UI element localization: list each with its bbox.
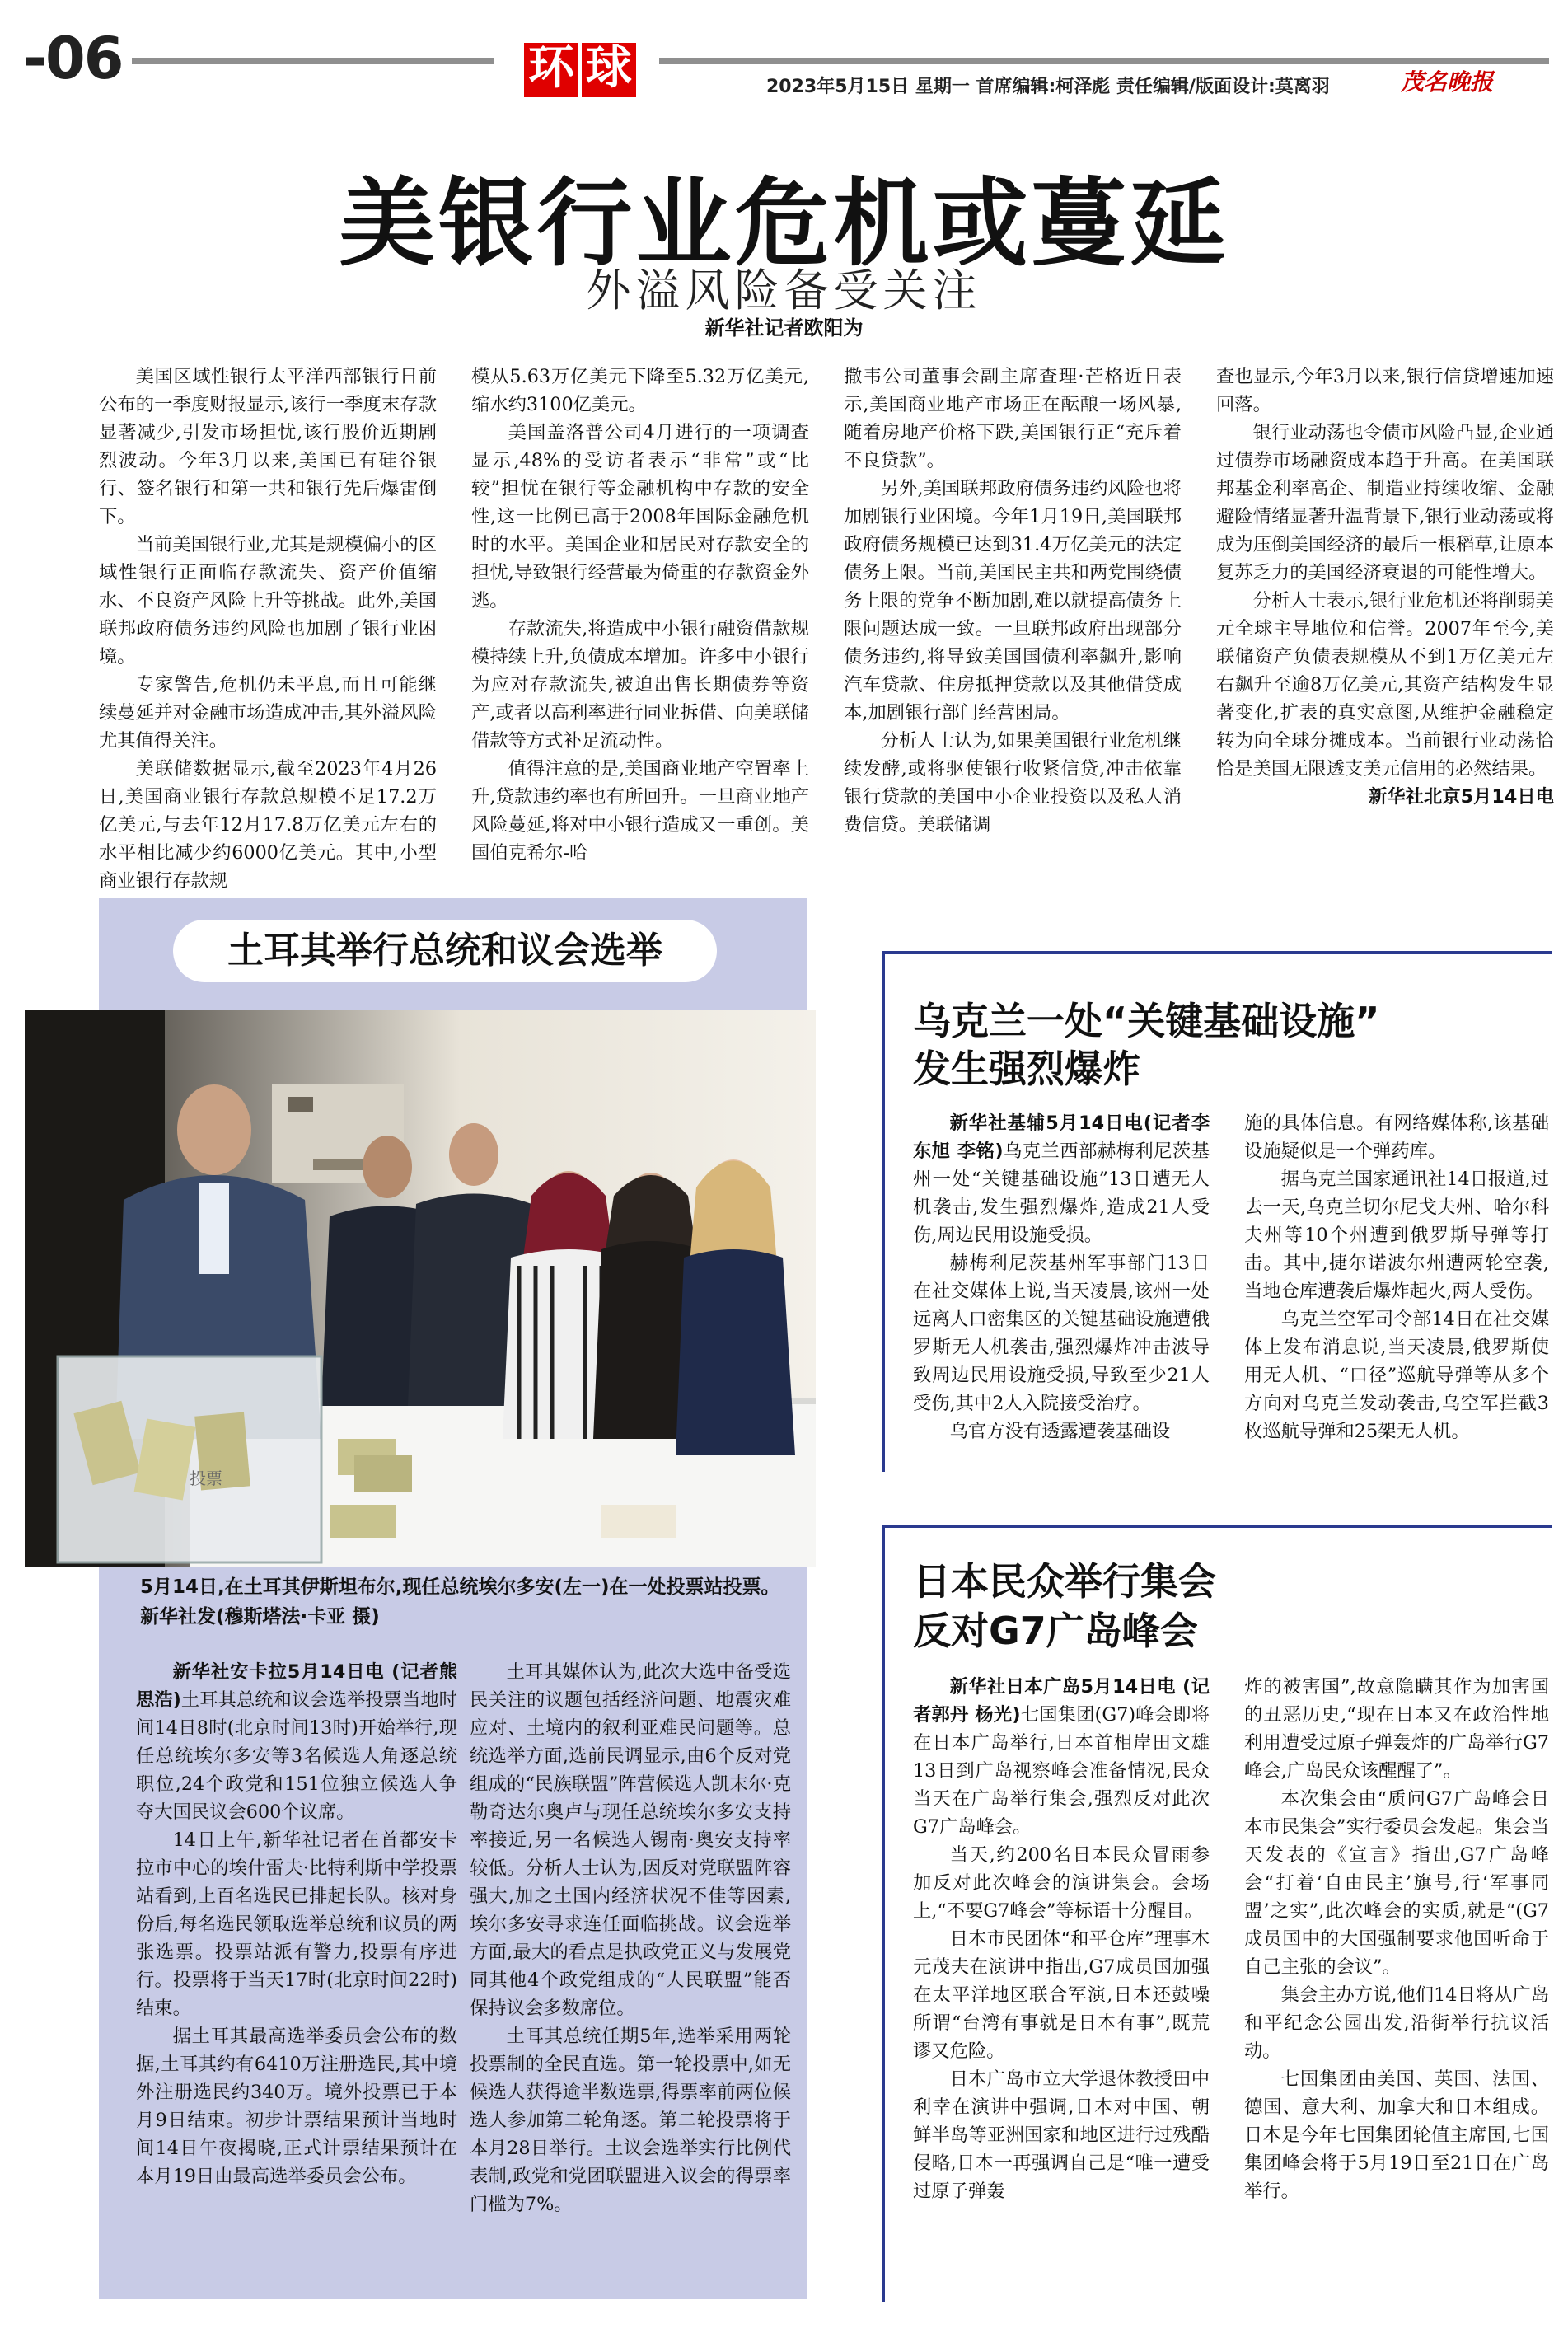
dateline-lead: 新华社基辅5月14日电(记者李东旭 李铭) — [913, 1112, 1210, 1162]
lead-column-1 — [99, 363, 437, 895]
election-photo — [25, 1010, 816, 1567]
paragraph: 当天,约200名日本民众冒雨参加反对此次峰会的演讲集会。会场上,“不要G7峰会”等标语十分醒目。 — [913, 1844, 1210, 1922]
paragraph: 据土耳其最高选举委员会公布的数据,土耳其约有6410万注册选民,其中境外注册选民约340万。境外投票已于本月9日结束。初步计票结果预计当地时间14日午夜揭晓,正式计票结果预计在本月19日由最高选举委员会公布。 — [136, 2026, 457, 2187]
paragraph: 乌官方没有透露遭袭基础设 — [949, 1421, 1171, 1442]
japan-column-2 — [1244, 1673, 1549, 2205]
paragraph: 专家警告,危机仍未平息,而且可能继续蔓延并对金融市场造成冲击,其外溢风险尤其值得关注。 — [99, 674, 437, 752]
paragraph: 据乌克兰国家通讯社14日报道,过去一天,乌克兰切尔尼戈夫州、哈尔科夫州等10个州遭到俄罗斯导弹等打击。其中,捷尔诺波尔州遭两轮空袭,当地仓库遭袭后爆炸起火,两人受伤。 — [1244, 1169, 1549, 1302]
ukraine-column-2 — [1244, 1109, 1549, 1445]
ukraine-title-line-2: 发生强烈爆炸 — [913, 1047, 1140, 1091]
paragraph: 银行业动荡也令债市风险凸显,企业通过债券市场融资成本趋于升高。在美国联邦基金利率高企、制造业持续收缩、金融避险情绪显著升温背景下,银行业动荡或将成为压倒美国经济的最后一根稻草,让原本复苏乏力的美国经济衰退的可能性增大。 — [1216, 422, 1554, 583]
paragraph: 美联储数据显示,截至2023年4月26日,美国商业银行存款总规模不足17.2万亿美元,与去年12月17.8万亿美元左右的水平相比减少约6000亿美元。其中,小型商业银行存款规 — [99, 758, 437, 892]
lead-subhead: 外溢风险备受关注 — [586, 265, 982, 316]
paragraph — [913, 1673, 1210, 1841]
paragraph: 土耳其总统任期5年,选举采用两轮投票制的全民直选。第一轮投票中,如无候选人获得逾半数选票,得票率前两位候选人参加第二轮角逐。第二轮投票将于本月28日举行。土议会选举实行比例代表制,政党和党团联盟进入议会的得票率门槛为7%。 — [470, 2026, 791, 2215]
paragraph: 另外,美国联邦政府债务违约风险也将加剧银行业困境。今年1月19日,美国联邦政府债务规模已达到31.4万亿美元的法定债务上限。当前,美国民主共和两党围绕债务上限的党争不断加剧,难以就提高债务上限问题达成一致。一旦联邦政府出现部分债务违约,将导致美国国债利率飙升,影响汽车贷款、住房抵押贷款以及其他借贷成本,加剧银行部门经营困局。 — [844, 478, 1182, 724]
paragraph-text: 七国集团(G7)峰会即将在日本广岛举行,日本首相岸田文雄13日到广岛视察峰会准备情况,民众当天在广岛举行集会,强烈反对此次G7广岛峰会。 — [913, 1704, 1210, 1838]
lead-sign-off: 新华社北京5月14日电 — [1369, 786, 1554, 808]
japan-column-1 — [913, 1673, 1210, 2205]
paragraph: 土耳其媒体认为,此次大选中备受选民关注的议题包括经济问题、地震灾难应对、土境内的叙利亚难民问题等。总统选举方面,选前民调显示,由6个反对党组成的“民族联盟”阵营候选人凯末尔·克勒奇达尔奥卢与现任总统埃尔多安支持率接近,另一名候选人锡南·奥安支持率较低。分析人士认为,因反对党联盟阵容强大,加之土国内经济状况不佳等因素,埃尔多安寻求连任面临挑战。议会选举方面,最大的看点是执政党正义与发展党同其他4个政党组成的“人民联盟”能否保持议会多数席位。 — [470, 1661, 791, 2019]
lead-column-4 — [1216, 363, 1554, 811]
paragraph: 集会主办方说,他们14日将从广岛和平纪念公园出发,沿街举行抗议活动。 — [1244, 1984, 1549, 2062]
paragraph: 七国集团由美国、英国、法国、德国、意大利、加拿大和日本组成。日本是今年七国集团轮值主席国,七国集团峰会将于5月19日至21日在广岛举行。 — [1244, 2068, 1549, 2202]
photo-ballot-box-sign: 投票 — [190, 1468, 222, 1488]
lead-column-3 — [844, 363, 1182, 839]
turkey-column-2 — [470, 1658, 791, 2218]
dateline-lead: 新华社日本广岛5月14日电 (记者郭丹 杨光) — [913, 1676, 1210, 1726]
paragraph: 当前美国银行业,尤其是规模偏小的区域性银行正面临存款流失、资产价值缩水、不良资产风险上升等挑战。此外,美国联邦政府债务违约风险也加剧了银行业困境。 — [99, 534, 437, 667]
paragraph: 14日上午,新华社记者在首都安卡拉市中心的埃什雷夫·比特利斯中学投票站看到,上百名选民已排起长队。核对身份后,每名选民领取选举总统和议员的两张选票。投票站派有警力,投票有序进行。投票将于当天17时(北京时间22时)结束。 — [136, 1829, 457, 2019]
paragraph: 炸的被害国”,故意隐瞒其作为加害国的丑恶历史,“现在日本又在政治性地利用遭受过原子弹轰炸的广岛举行G7峰会,广岛民众该醒醒了”。 — [1244, 1676, 1549, 1782]
paragraph: 日本市民团体“和平仓库”理事木元茂夫在演讲中指出,G7成员国加强在太平洋地区联合军演,日本还鼓噪所谓“台湾有事就是日本有事”,既荒谬又危险。 — [913, 1928, 1210, 2062]
photo-caption: 5月14日,在土耳其伊斯坦布尔,现任总统埃尔多安(左一)在一处投票站投票。新华社发(穆斯塔法·卡亚 摄) — [140, 1576, 780, 1628]
page-number: -06 — [23, 25, 123, 92]
lead-headline: 美银行业危机或蔓延 — [339, 168, 1229, 279]
paragraph: 本次集会由“质问G7广岛峰会日本市民集会”实行委员会发起。集会当天发表的《宣言》指出,G7广岛峰会“打着‘自由民主’旗号,行‘军事同盟’之实”,此次峰会的实质,就是“(G7成员国中的大国强制要求他国听命于自己主张的会议”。 — [1244, 1788, 1549, 1978]
paragraph: 模从5.63万亿美元下降至5.32万亿美元,缩水约3100亿美元。 — [471, 366, 809, 415]
paragraph: 分析人士表示,银行业危机还将削弱美元全球主导地位和信誉。2007年至今,美联储资产负债表规模从不到1万亿美元左右飙升至逾8万亿美元,其资产结构发生显著变化,扩表的真实意图,从维护金融稳定转为向全球分摊成本。当前银行业动荡恰恰是美国无限透支美元信用的必然结果。 — [1216, 590, 1554, 780]
paragraph: 施的具体信息。有网络媒体称,该基础设施疑似是一个弹药库。 — [1244, 1112, 1549, 1162]
election-photo-illustration — [25, 1010, 816, 1567]
ukraine-title-line-1: 乌克兰一处“关键基础设施” — [913, 999, 1380, 1043]
section-tag-char-2: 球 — [582, 43, 636, 97]
ukraine-column-1 — [913, 1109, 1210, 1445]
paragraph-text: 乌克兰西部赫梅利尼茨基州一处“关键基础设施”13日遭无人机袭击,发生强烈爆炸,造成21人受伤,周边民用设施受损。 — [913, 1141, 1210, 1246]
japan-title-line-1: 日本民众举行集会 — [913, 1559, 1216, 1604]
header-rule-right — [659, 58, 1549, 64]
paragraph: 存款流失,将造成中小银行融资借款规模持续上升,负债成本增加。许多中小银行为应对存款流失,被迫出售长期债券等资产,或者以高利率进行同业拆借、向美联储借款等方式补足流动性。 — [471, 618, 809, 752]
turkey-column-1 — [136, 1658, 457, 2190]
japan-title-line-2: 反对G7广岛峰会 — [913, 1609, 1198, 1653]
paragraph: 赫梅利尼茨基州军事部门13日在社交媒体上说,当天凌晨,该州一处远离人口密集区的关键基础设施遭俄罗斯无人机袭击,强烈爆炸冲击波导致周边民用设施受损,导致至少21人受伤,其中2人入院接受治疗。 — [913, 1253, 1210, 1414]
paragraph: 美国盖洛普公司4月进行的一项调查显示,48%的受访者表示“非常”或“比较”担忧在银行等金融机构中存款的安全性,这一比例已高于2008年国际金融危机时的水平。美国企业和居民对存款安全的担忧,导致银行经营最为倚重的存款资金外逃。 — [471, 422, 809, 611]
paragraph: 乌克兰空军司令部14日在社交媒体上发布消息说,当天凌晨,俄罗斯使用无人机、“口径”巡航导弹等从多个方向对乌克兰发动袭击,乌空军拦截3枚巡航导弹和25架无人机。 — [1244, 1309, 1549, 1442]
section-tag-char-1: 环 — [524, 43, 578, 97]
paragraph: 美国区域性银行太平洋西部银行日前公布的一季度财报显示,该行一季度末存款显著减少,引发市场担忧,该行股价近期剧烈波动。今年3月以来,美国已有硅谷银行、签名银行和第一共和银行先后爆雷倒下。 — [99, 366, 437, 527]
newspaper-logo: 茂名晚报 — [1401, 68, 1494, 96]
lead-column-2 — [471, 363, 809, 867]
paragraph: 查也显示,今年3月以来,银行信贷增速加速回落。 — [1216, 366, 1554, 415]
paragraph — [136, 1658, 457, 1826]
header-rule-left — [132, 58, 494, 64]
paragraph: 值得注意的是,美国商业地产空置率上升,贷款违约率也有所回升。一旦商业地产风险蔓延,将对中小银行造成又一重创。美国伯克希尔-哈 — [471, 758, 809, 864]
dateline: 2023年5月15日 星期一 首席编辑:柯泽彪 责任编辑/版面设计:莫离羽 — [766, 77, 1330, 97]
paragraph — [913, 1109, 1210, 1249]
lead-byline: 新华社记者欧阳为 — [704, 316, 864, 340]
turkey-title: 土耳其举行总统和议会选举 — [173, 920, 717, 982]
paragraph-text: 土耳其总统和议会选举投票当地时间14日8时(北京时间13时)开始举行,现任总统埃尔多安等3名候选人角逐总统职位,24个政党和151位独立候选人争夺大国民议会600个议席。 — [136, 1689, 457, 1823]
paragraph: 撒韦公司董事会副主席查理·芒格近日表示,美国商业地产市场正在酝酿一场风暴,随着房地产价格下跌,美国银行正“充斥着不良贷款”。 — [844, 366, 1182, 471]
paragraph: 日本广岛市立大学退休教授田中利幸在演讲中强调,日本对中国、朝鲜半岛等亚洲国家和地区进行过残酷侵略,日本一再强调自己是“唯一遭受过原子弹轰 — [913, 2068, 1210, 2202]
paragraph: 分析人士认为,如果美国银行业危机继续发酵,或将驱使银行收紧信贷,冲击依靠银行贷款的美国中小企业投资以及私人消费信贷。美联储调 — [844, 730, 1182, 836]
dateline-lead: 新华社安卡拉5月14日电 (记者熊思浩) — [136, 1661, 457, 1711]
